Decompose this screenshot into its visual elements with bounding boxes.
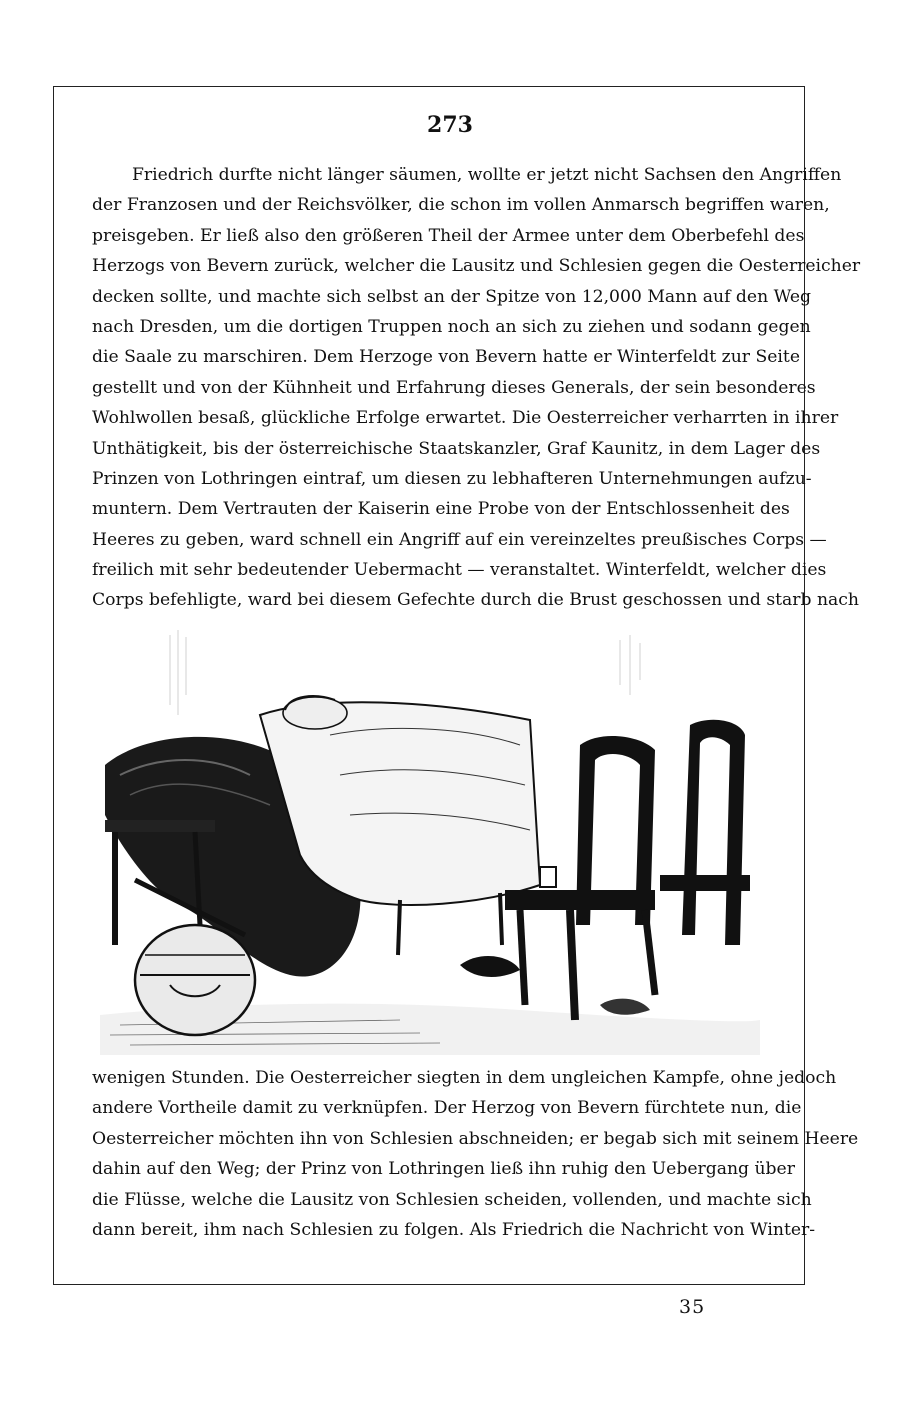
text-line: die Flüsse, welche die Lausitz von Schlesien scheiden, vollenden, und machte sich [92,1189,812,1210]
text-line: gestellt und von der Kühnheit und Erfahrung dieses Generals, der sein besonderes [92,377,816,398]
text-line: Prinzen von Lothringen eintraf, um diesen zu lebhafteren Unternehmungen aufzu- [92,468,812,489]
text-line: die Saale zu marschiren. Dem Herzoge von Bevern hatte er Winterfeldt zur Seite [92,347,801,368]
signature-mark: 35 [679,1296,706,1318]
text-line: wenigen Stunden. Die Oesterreicher siegten in dem ungleichen Kampfe, ohne jedoch [92,1068,837,1088]
text-line: Unthätigkeit, bis der österreichische Staatskanzler, Graf Kaunitz, in dem Lager des [92,438,821,459]
text-line: nach Dresden, um die dortigen Truppen noch an sich zu ziehen und sodann gegen [92,316,811,337]
text-line: Herzogs von Bevern zurück, welcher die Lausitz und Schlesien gegen die Oesterreicher [92,256,861,277]
text-line: muntern. Dem Vertrauten der Kaiserin eine Probe von der Entschlossenheit des [92,499,790,520]
text-line: dahin auf den Weg; der Prinz von Lothringen ließ ihn ruhig den Uebergang über [92,1159,795,1180]
text-line: freilich mit sehr bedeutender Uebermacht — veranstaltet. Winterfeldt, welcher dies [92,560,827,581]
text-line: der Franzosen und der Reichsvölker, die schon im vollen Anmarsch begriffen waren, [92,195,830,216]
text-line: decken sollte, und machte sich selbst an der Spitze von 12,000 Mann auf den Weg [92,286,812,307]
page-number: 273 [427,112,473,138]
text-line: Wohlwollen besaß, glückliche Erfolge erwartet. Die Oesterreicher verharrten in ihrer [92,408,839,429]
text-line: dann bereit, ihm nach Schlesien zu folgen. Als Friedrich die Nachricht von Winter- [92,1219,816,1240]
text-line: Oesterreicher möchten ihn von Schlesien abschneiden; er begab sich mit seinem Heere [92,1128,859,1149]
paragraph-bottom [92,1063,859,1245]
engraving-deathbed-icon [100,625,760,1055]
text-line: Corps befehligte, ward bei diesem Gefechte durch die Brust geschossen und starb nach [92,590,859,611]
text-line: Friedrich durfte nicht länger säumen, wollte er jetzt nicht Sachsen den Angriffen [132,165,842,185]
text-line: preisgeben. Er ließ also den größeren Theil der Armee unter dem Oberbefehl des [92,225,805,246]
paragraph-top [92,160,861,616]
text-line: Heeres zu geben, ward schnell ein Angriff auf ein vereinzeltes preußisches Corps — [92,529,827,550]
text-line: andere Vortheile damit zu verknüpfen. Der Herzog von Bevern fürchtete nun, die [92,1098,802,1119]
